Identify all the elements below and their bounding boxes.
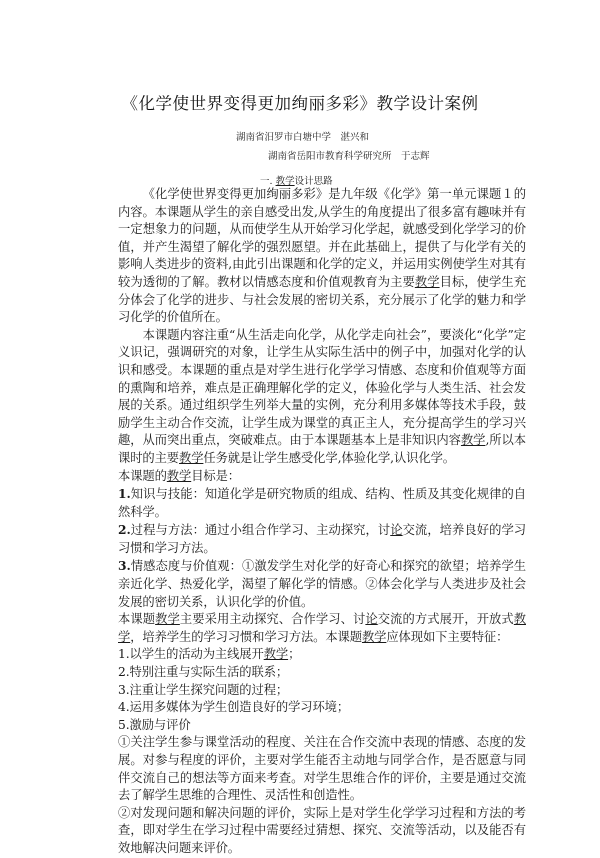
underlined-term: 论 xyxy=(390,523,403,538)
underlined-term: 教学 xyxy=(155,612,180,627)
underlined-term: 论 xyxy=(365,612,378,627)
section-number: 一. xyxy=(260,176,273,187)
feature-item-2: 2.特别注重与实际生活的联系； xyxy=(118,665,289,680)
paragraph-text: 目标是： xyxy=(191,468,240,483)
paragraph-text: 任务就是让学生感受化学,体验化学,认识化学。 xyxy=(203,450,455,465)
section-heading-text: 设计思路 xyxy=(294,176,333,187)
paragraph-text: 本课题 xyxy=(118,612,156,627)
document-body xyxy=(118,186,526,858)
underlined-term: 教学 xyxy=(263,647,289,662)
goals-heading xyxy=(118,468,526,486)
evaluation-item-2: ②对发现问题和解决问题的评价，实际上是对学生化学学习过程和方法的考查，即对学生在学习过程中需要经过猜想、探究、交流等活动，以及能否有效地解决问题来评价。 xyxy=(118,805,526,855)
goal-number: 1. xyxy=(118,486,131,502)
section-heading xyxy=(260,173,333,187)
feature-text: 1.以学生的活动为主线展开 xyxy=(118,647,264,662)
goal-item-3 xyxy=(118,557,526,611)
paragraph-text: 本课题内容注重“从生活走向化学，从化学走向社会”，要淡化“化学”定义识记，强调研究的对象，让学生从实际生活中的例子中，加强对化学的认识和感受。本课题的重点是对学生进行化学学习情感、态度和价值观等方面的熏陶和培养，难点是正确理解化学的定义，体验化学与人类生活、社会发展的关系。通过组织学生列举大量的实例，充分利用多媒体等技术手段，鼓励学生主动合作交流，让学生成为课堂的真正主人，充分提高学生的学习兴趣，从而突出重点，突破难点。由于本课题基本上是非知识内容 xyxy=(118,327,526,448)
feature-item-4: 4.运用多媒体为学生创造良好的学习环境； xyxy=(118,700,350,715)
paragraph-text: 目标，使学生充分体会了化学的进步、与社会发展的密切关系，充分展示了化学的魅力和学习化学的价值所在。 xyxy=(118,274,526,325)
goal-number: 2. xyxy=(118,522,131,538)
paragraph-text: 《化学使世界变得更加绚丽多彩》是九年级《化学》第一单元课题１的内容。本课题从学生的亲自感受出发,从学生的角度提出了很多富有趣味并有一定想象力的问题，从而使学生从开始学习化学起，就感受到化学学习的价值，并产生渴望了解化学的强烈愿望。并在此基础上，提供了与化学有关的影响人类进步的资料,由此引出课题和化学的定义，并运用实例使学生对其有较为透彻的了解。教材以情感态度和价值观教育为主要 xyxy=(118,187,526,289)
goal-text: 交流，培养良好的学习习惯和学习方法。 xyxy=(118,523,526,555)
paragraph-text: 本课题的 xyxy=(118,468,167,483)
goal-number: 3. xyxy=(118,558,131,574)
feature-item-5: 5.激励与评价 xyxy=(118,717,191,732)
paragraph-text: 主要采用主动探究、合作学习、讨 xyxy=(179,612,366,627)
underlined-term: 教学 xyxy=(414,274,440,289)
goal-item-1 xyxy=(118,485,526,521)
paragraph-methods xyxy=(118,611,526,646)
goal-item-2 xyxy=(118,521,526,557)
evaluation-item-1: ①关注学生参与课堂活动的程度、关注在合作交流中表现的情感、态度的发展。对参与程度的评价，主要对学生能否主动地与同学合作，是否愿意与同伴交流自己的想法等方面来考查。对学生思维合作的评价，主要是通过交流去了解学生思维的合理性、灵活性和创造性。 xyxy=(118,735,526,803)
document-title: 《化学使世界变得更加绚丽多彩》教学设计案例 xyxy=(121,94,479,113)
paragraph-text: 应体现如下主要特征： xyxy=(386,629,509,644)
feature-text: ； xyxy=(288,647,301,662)
feature-item-3: 3.注重让学生探究问题的过程； xyxy=(118,682,289,697)
goal-text: 情感态度与价值观：①激发学生对化学的好奇心和探究的欲望；培养学生亲近化学、热爱化学，渴望了解化学的情感。②体会化学与人类进步及社会发展的密切关系，认识化学的价值。 xyxy=(118,559,526,609)
underlined-term: 教学 xyxy=(361,629,387,644)
author-line-2: 湖南省岳阳市教育科学研究所 于志辉 xyxy=(268,151,430,162)
feature-item-1 xyxy=(118,646,526,664)
underlined-term: 教学 xyxy=(166,468,192,483)
underlined-term: 教学 xyxy=(460,433,486,448)
goal-text: 知识与技能：知道化学是研究物质的组成、结构、性质及其变化规律的自然科学。 xyxy=(118,487,526,519)
paragraph-text: ,所以本课时的主要 xyxy=(118,433,526,465)
underlined-term: 教学 xyxy=(118,612,526,644)
paragraph-content-focus xyxy=(118,327,526,468)
goal-text: 过程与方法：通过小组合作学习、主动探究，讨 xyxy=(130,523,391,538)
section-heading-underlined: 教学 xyxy=(275,176,295,187)
paragraph-text: ，培养学生的学习习惯和学习方法。本课题 xyxy=(130,629,362,644)
paragraph-text: 交流的方式展开，开放式 xyxy=(377,612,514,627)
paragraph-intro xyxy=(118,186,526,327)
underlined-term: 教学 xyxy=(179,450,204,465)
author-line-1: 湖南省汨罗市白塘中学 湛兴和 xyxy=(236,132,370,143)
